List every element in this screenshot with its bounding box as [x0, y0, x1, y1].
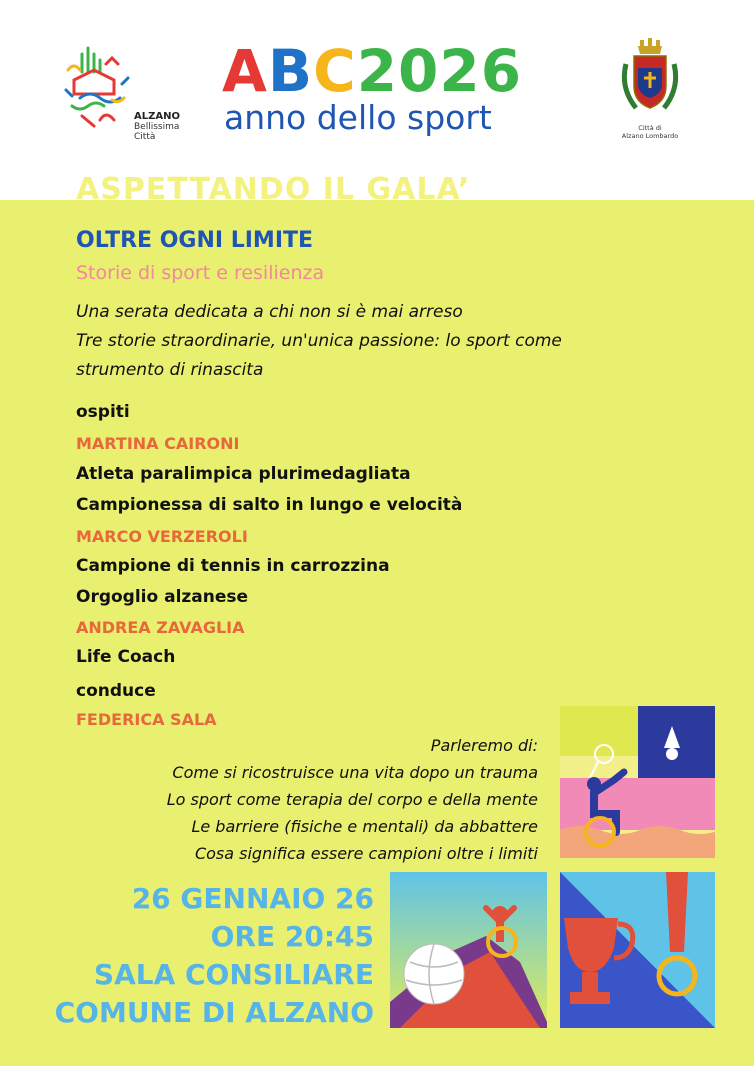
town-crest-icon: [618, 38, 682, 118]
trophy-medal-icon: [560, 872, 715, 1028]
event-time: ORE 20:45: [210, 920, 374, 953]
alzano-logo-text: [134, 112, 180, 142]
intro-line: Tre storie straordinarie, un'unica passione: lo sport come: [76, 331, 562, 351]
alzano-logo-line1: Bellissima: [134, 122, 180, 132]
abc-letter-b: B: [267, 37, 314, 105]
guest-name: MARTINA CAIRONI: [76, 434, 240, 453]
anno-dello-sport: anno dello sport: [224, 98, 492, 137]
talk-topic: Come si ricostruisce una vita dopo un trauma: [172, 763, 538, 782]
guest-name: MARCO VERZEROLI: [76, 527, 248, 546]
intro-line: Una serata dedicata a chi non si è mai arreso: [76, 302, 463, 322]
guest-description: Orgoglio alzanese: [76, 587, 249, 607]
talk-topic: Le barriere (fisiche e mentali) da abbattere: [191, 817, 538, 836]
event-title: OLTRE OGNI LIMITE: [76, 228, 314, 253]
pre-title: ASPETTANDO IL GALA’: [76, 172, 471, 207]
event-venue: COMUNE DI ALZANO: [54, 996, 374, 1029]
talk-topic: Lo sport come terapia del corpo e della mente: [166, 790, 538, 809]
talk-topics: [167, 732, 538, 867]
host-name: FEDERICA SALA: [76, 710, 217, 729]
guest-description: Life Coach: [76, 647, 176, 667]
guest-description: Atleta paralimpica plurimedagliata: [76, 464, 411, 484]
event-date: 26 GENNAIO 26: [131, 882, 374, 915]
abc-year: 2026: [356, 37, 523, 105]
guests-label: ospiti: [76, 402, 130, 422]
wheelchair-tennis-badminton-icon: [560, 706, 715, 858]
alzano-logo-line2: Città: [134, 132, 156, 142]
guest-description: Campione di tennis in carrozzina: [76, 556, 390, 576]
abc-2026-logo: [222, 37, 523, 105]
event-place: SALA CONSILIARE: [93, 958, 374, 991]
guest-description: Campionessa di salto in lungo e velocità: [76, 495, 463, 515]
event-subtitle: Storie di sport e resilienza: [76, 262, 325, 284]
wheelchair-athlete-volleyball-icon: [390, 872, 547, 1028]
intro-line: strumento di rinascita: [76, 360, 264, 380]
abc-letter-c: C: [313, 37, 357, 105]
talk-heading: Parleremo di:: [430, 736, 538, 755]
alzano-logo-name: ALZANO: [134, 111, 180, 122]
host-label: conduce: [76, 681, 156, 701]
abc-letter-a: A: [222, 37, 268, 105]
crest-caption-line2: Alzano Lombardo: [621, 132, 679, 140]
guest-name: ANDREA ZAVAGLIA: [76, 618, 245, 637]
event-intro: [76, 298, 716, 385]
crest-caption: [612, 124, 688, 140]
talk-topic: Cosa significa essere campioni oltre i limiti: [194, 844, 538, 863]
date-place-block: [40, 880, 374, 1032]
crest-caption-line1: Città di: [638, 124, 662, 132]
